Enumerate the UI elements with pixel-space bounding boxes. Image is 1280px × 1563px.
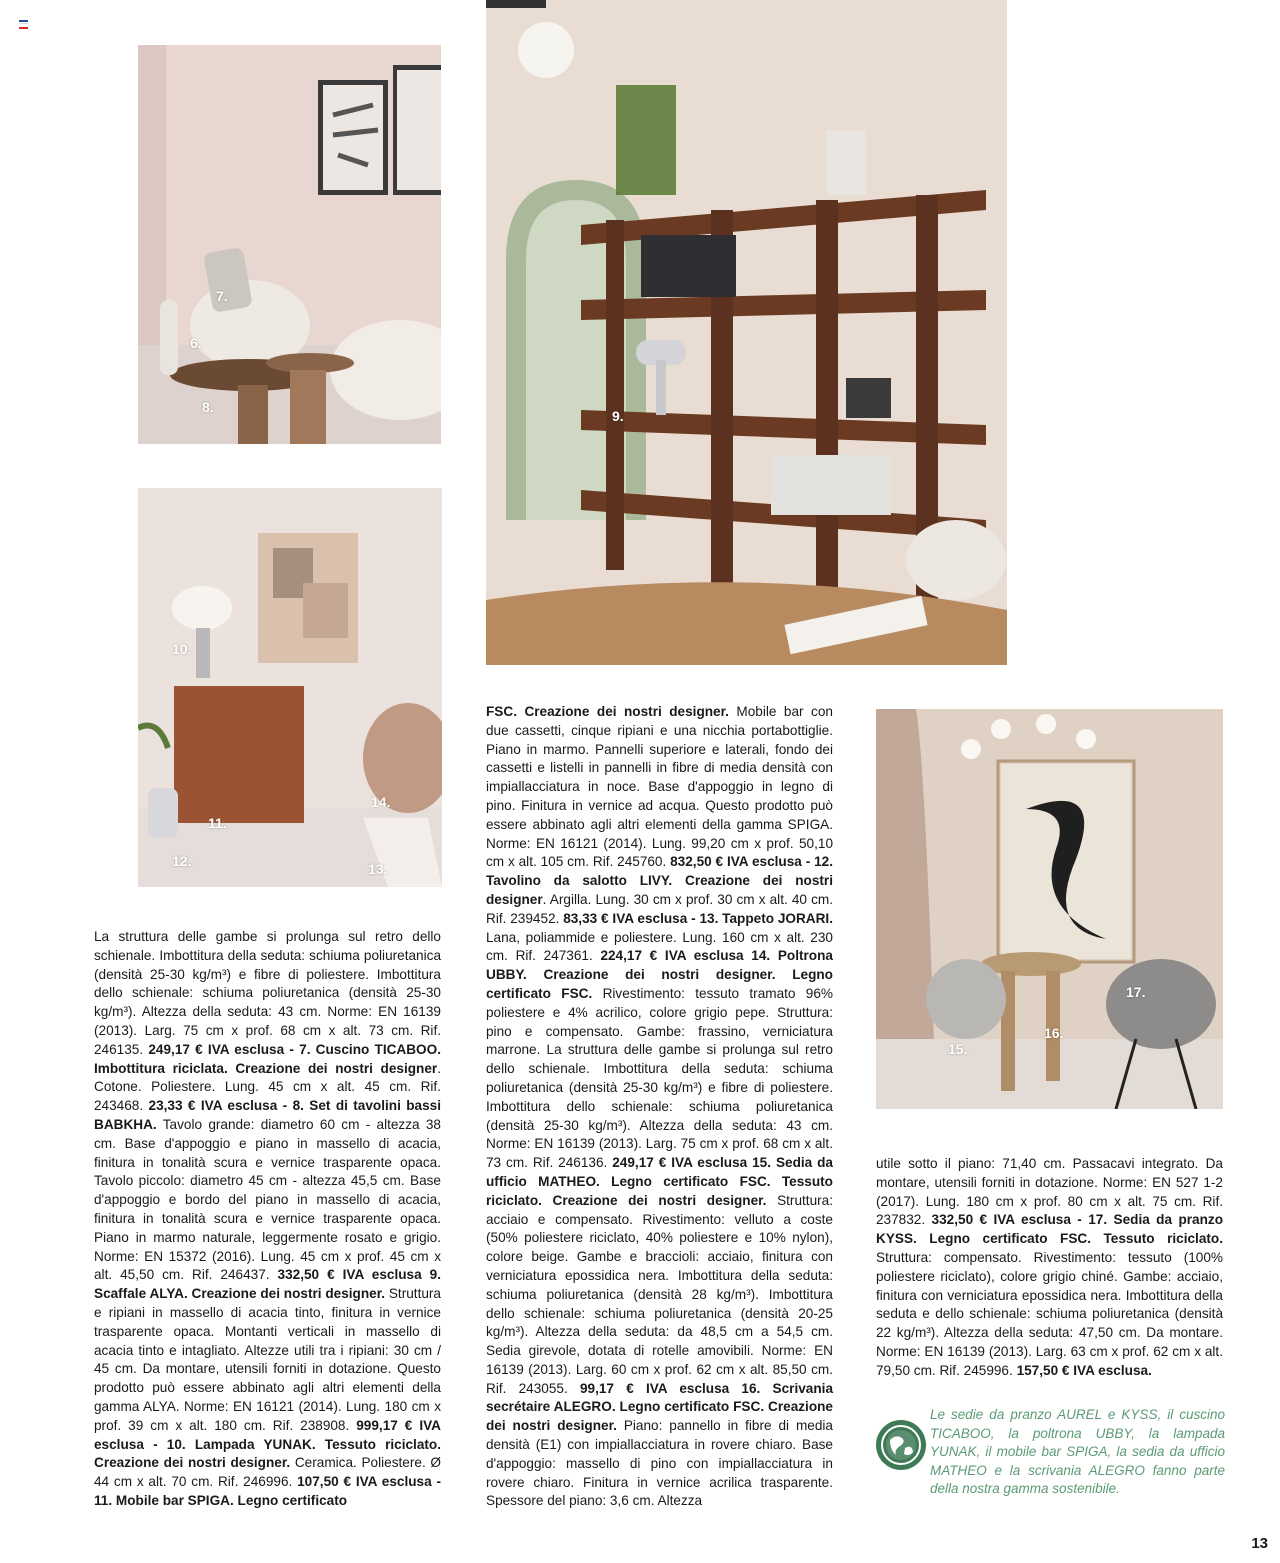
product-price-heading: 83,33 € IVA esclusa - 13. Tappeto JORARI.	[563, 910, 833, 926]
product-description: utile sotto il piano: 71,40 cm. Passacavi integrato. Da montare, utensili forniti in dotazione. Norme: EN 527 1-2 (2017). Lung. 180 cm x prof. 80 cm x alt. 75 cm. Rif. 237832.	[876, 1156, 1223, 1228]
product-description: Struttura e ripiani in massello di acacia tinto, finitura in vernice trasparente opaca. Montanti verticali in massello di acacia tinto e intagliato. Altezze utili tra i ripiani: 30 cm / 45 cm. Da montare, utensili forniti in dotazione. Questo prodotto può essere abbinato agli altri elementi della gamma ALYA. Norme: EN 16121 (2014). Lung. 180 cm x prof. 39 cm x alt. 180 cm. Rif. 238908.	[94, 1286, 441, 1433]
photo-label: 13.	[368, 861, 388, 877]
photo-dining	[876, 709, 1223, 1109]
photo-shelf	[486, 0, 1007, 665]
product-price-heading: 332,50 € IVA esclusa - 17. Sedia da pranzo KYSS. Legno certificato FSC. Tessuto riciclato.	[876, 1212, 1223, 1247]
product-description: Struttura: compensato. Rivestimento: tessuto (100% poliestere riciclato), colore grigio chiné. Gambe: acciaio, finitura con verniciatura epossidica nera. Imbottitura della seduta e dello schienale: schiuma poliuretanica (densità 22 kg/m³). Altezza della seduta: 47,50 cm. Da montare. Norme: EN 16139 (2013). Larg. 63 cm x prof. 62 cm x alt. 79,50 cm. Rif. 245996.	[876, 1249, 1223, 1378]
product-price-heading: 999,17 € IVA esclusa - 10. Lampada YUNAK. Tessuto riciclato. Creazione dei nostri designer.	[94, 1417, 441, 1471]
sustainability-note: Le sedie da pranzo AUREL e KYSS, il cuscino TICABOO, la poltrona UBBY, la lampada YUNAK, il mobile bar SPIGA, la sedia da ufficio MATHEO e la scrivania ALEGRO fanno parte della nostra gamma sostenibile.	[930, 1407, 1225, 1497]
product-description: Tavolo grande: diametro 60 cm - altezza 38 cm. Base d'appoggio e piano in massello di acacia, finitura in tonalità scura e vernice trasparente opaca. Tavolo piccolo: diametro 45 cm - altezza 45,5 cm. Base d'appoggio e bordo del piano in massello di acacia, finitura in tonalità scura e vernice trasparente opaca. Piano in marmo naturale, leggermente rosato e grigio. Norme: EN 15372 (2016). Lung. 45 cm x prof. 45 cm x alt. 45,50 cm. Rif. 246437.	[94, 1116, 441, 1283]
product-price-heading: 832,50 € IVA esclusa - 12. Tavolino da salotto LIVY. Creazione dei nostri designer	[486, 854, 833, 907]
product-description: Lana, poliammide e poliestere. Lung. 160 cm x alt. 230 cm. Rif. 247361.	[486, 929, 833, 964]
photo-label: 7.	[216, 288, 228, 304]
flag-icon	[19, 20, 28, 27]
photo-label: 9.	[612, 408, 624, 424]
product-description: Piano: pannello in fibre di media densità (E1) con impiallacciatura in rovere chiaro. Base d'appoggio: massello di pino con impiallacciatura in rovere chiaro. Finitura in vernice acrilica trasparente. Spessore del piano: 3,6 cm. Altezza	[486, 1418, 833, 1509]
product-price-heading: 99,17 € IVA esclusa 16. Scrivania secrétaire ALEGRO. Legno certificato FSC. Creazione dei nostri designer.	[486, 1380, 833, 1434]
photo-label: 16.	[1044, 1025, 1064, 1041]
photo-label: 8.	[202, 399, 214, 415]
text-column-right	[876, 1155, 1223, 1381]
product-price-heading: 224,17 € IVA esclusa 14. Poltrona UBBY. Creazione dei nostri designer. Legno certificato FSC.	[486, 948, 833, 1001]
photo-label: 6.	[190, 335, 202, 351]
product-description: Rivestimento: tessuto tramato 96% poliestere e 4% acrilico, colore grigio pepe. Struttura: pino e compensato. Gambe: frassino, verniciatura marrone. La struttura delle gambe si prolunga sul retro dello schienale. Imbottitura della seduta: schiuma poliuretanica (densità 25-30 kg/m³) e fibre di poliestere. Imbottitura dello schienale: schiuma poliuretanica (densità 25-30 kg/m³). Altezza della seduta: 43 cm. Norme: EN 16139 (2013). Larg. 75 cm x prof. 68 cm x alt. 73 cm. Rif. 246136.	[486, 985, 834, 1171]
photo-label: 10.	[172, 641, 192, 657]
text-column-left	[94, 928, 441, 1511]
product-description: Ceramica. Poliestere. Ø 44 cm x alt. 70 cm. Rif. 246996.	[94, 1455, 441, 1490]
product-description: Mobile bar con due cassetti, cinque ripiani e una nicchia portabottiglie. Piano in marmo. Pannelli superiore e laterali, fondo dei cassetti e listelli in pannelli in fibre di media densità con impiallacciatura in noce. Base d'appoggio in legno di pino. Finitura in vernice ad acqua. Questo prodotto può essere abbinato agli altri elementi della gamma SPIGA. Norme: EN 16121 (2014). Lung. 99,20 cm x prof. 50,10 cm x alt. 105 cm. Rif. 245760.	[486, 704, 833, 870]
page-number: 13	[1251, 1535, 1268, 1552]
product-price-heading: 249,17 € IVA esclusa 15. Sedia da ufficio MATHEO. Legno certificato FSC. Tessuto riciclato. Creazione dei nostri designer.	[486, 1155, 833, 1208]
product-price-heading: 107,50 € IVA esclusa - 11. Mobile bar SPIGA. Legno certificato	[94, 1474, 441, 1508]
product-price-heading: 23,33 € IVA esclusa - 8. Set di tavolini bassi BABKHA.	[94, 1098, 441, 1132]
photo-living-room	[138, 45, 441, 444]
product-description: . Cotone. Poliestere. Lung. 45 cm x alt. 45 cm. Rif. 243468.	[94, 1060, 441, 1114]
photo-label: 15.	[948, 1041, 968, 1057]
product-price-heading: 332,50 € IVA esclusa 9. Scaffale ALYA. Creazione dei nostri designer.	[94, 1267, 441, 1302]
text-column-middle	[486, 703, 833, 1511]
product-description: Struttura: acciaio e compensato. Rivestimento: velluto a coste (50% poliestere riciclato, 40% poliestere e 10% nylon), colore beige. Gambe e braccioli: acciaio, finitura con verniciatura epossidica nera. Imbottitura della seduta: schiuma poliuretanica (densità 28 kg/m³). Imbottitura dello schienale: schiuma poliuretanica (densità 20-25 kg/m³). Altezza della seduta: da 48,5 cm a 54,5 cm. Sedia girevole, dotata di rotelle amovibili. Norme: EN 16139 (2013). Larg. 60 cm x prof. 62 cm x alt. 85,50 cm. Rif. 243055.	[486, 1192, 834, 1396]
photo-label: 17.	[1126, 984, 1146, 1000]
globe-leaf-icon	[876, 1420, 926, 1470]
photo-label: 14.	[371, 794, 391, 810]
product-price-heading: 249,17 € IVA esclusa - 7. Cuscino TICABOO. Imbottitura riciclata. Creazione dei nostri designer	[94, 1041, 441, 1076]
product-description: La struttura delle gambe si prolunga sul retro dello schienale. Imbottitura della seduta: schiuma poliuretanica (densità 25-30 kg/m³) e fibre di poliestere. Imbottitura dello schienale: schiuma poliuretanica (densità 25-30 kg/m³). Altezza della seduta: 43 cm. Norme: EN 16139 (2013). Larg. 75 cm x prof. 68 cm x alt. 73 cm. Rif. 246135.	[94, 929, 441, 1057]
photo-label: 12.	[172, 853, 192, 869]
product-price-heading: 157,50 € IVA esclusa.	[1016, 1362, 1152, 1378]
photo-bar-cabinet	[138, 488, 442, 887]
photo-label: 11.	[208, 815, 227, 831]
product-price-heading: FSC. Creazione dei nostri designer.	[486, 704, 729, 719]
product-description: . Argilla. Lung. 30 cm x prof. 30 cm x alt. 40 cm. Rif. 239452.	[486, 891, 833, 926]
